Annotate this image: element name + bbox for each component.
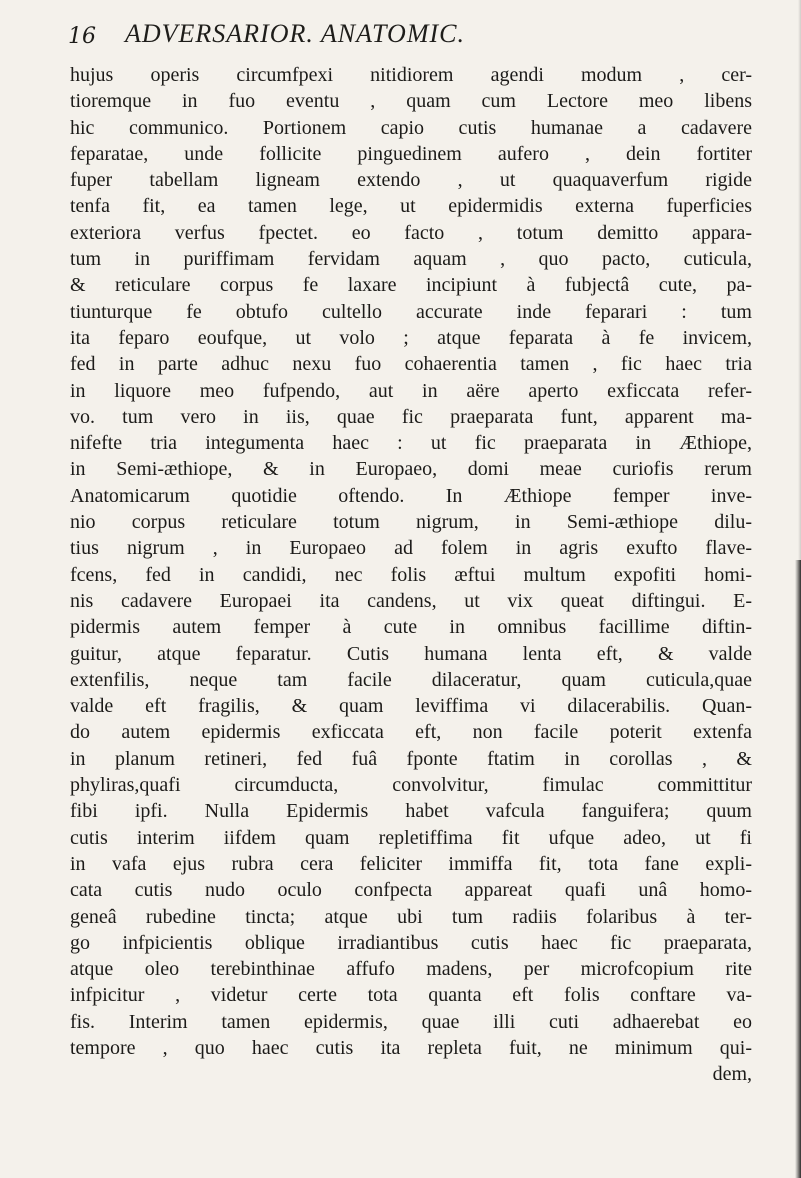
text-line: in Semi-æthiope, & in Europaeo, domi meae curiofis rerum: [70, 458, 752, 481]
text-line: geneâ rubedine tincta; atque ubi tum radiis folaribus à ter-: [70, 905, 752, 928]
text-line: fcens, fed in candidi, nec folis æftui multum expofiti homi-: [70, 563, 752, 586]
text-line: Anatomicarum quotidie oftendo. In Æthiope femper inve-: [70, 484, 752, 507]
text-line: infpicitur , videtur certe tota quanta eft folis conftare va-: [70, 984, 752, 1007]
text-line: go infpicientis oblique irradiantibus cutis haec fic praeparata,: [70, 931, 752, 954]
text-line: tius nigrum , in Europaeo ad folem in agris exufto flave-: [70, 537, 752, 560]
text-line: phyliras,quafi circumducta, convolvitur, fimulac committitur: [70, 774, 752, 797]
text-line: tiunturque fe obtufo cultello accurate inde feparari : tum: [70, 300, 752, 323]
text-line: in planum retineri, fed fuâ fponte ftatim in corollas , &: [70, 747, 752, 770]
text-line: & reticulare corpus fe laxare incipiunt à fubjectâ cute, pa-: [70, 274, 752, 297]
text-line: do autem epidermis exficcata eft, non facile poterit extenfa: [70, 721, 752, 744]
body-text: [70, 62, 752, 1088]
text-line: pidermis autem femper à cute in omnibus facillime diftin-: [70, 616, 752, 639]
text-line: dem,: [712, 1063, 752, 1086]
text-line: feparatae, unde follicite pinguedinem aufero , dein fortiter: [70, 142, 752, 165]
text-line: in liquore meo fufpendo, aut in aëre aperto exficcata refer-: [70, 379, 752, 402]
text-line: hic communico. Portionem capio cutis humanae a cadavere: [70, 116, 752, 139]
text-line: fis. Interim tamen epidermis, quae illi cuti adhaerebat eo: [70, 1010, 752, 1033]
text-line: fed in parte adhuc nexu fuo cohaerentia tamen , fic haec tria: [70, 353, 752, 376]
text-line: cutis interim iifdem quam repletiffima fit ufque adeo, ut fi: [70, 826, 752, 849]
text-line: nio corpus reticulare totum nigrum, in Semi-æthiope dilu-: [70, 511, 752, 534]
text-line: ita feparo eoufque, ut volo ; atque feparata à fe invicem,: [70, 326, 752, 349]
page-edge-shadow: [795, 560, 801, 1178]
text-line: cata cutis nudo oculo confpecta appareat quafi unâ homo-: [70, 879, 752, 902]
text-line: nifefte tria integumenta haec : ut fic praeparata in Æthiope,: [70, 432, 752, 455]
text-line: exteriora verfus fpectet. eo facto , totum demitto appara-: [70, 221, 752, 244]
text-line: tempore , quo haec cutis ita repleta fuit, ne minimum qui-: [70, 1036, 752, 1059]
text-line: hujus operis circumfpexi nitidiorem agendi modum , cer-: [70, 64, 752, 86]
running-head: ADVERSARIOR. ANATOMIC.: [125, 19, 465, 48]
text-line: fibi ipfi. Nulla Epidermis habet vafcula fanguifera; quum: [70, 800, 752, 823]
text-line: fuper tabellam ligneam extendo , ut quaquaverfum rigide: [70, 169, 752, 192]
text-line: guitur, atque feparatur. Cutis humana lenta eft, & valde: [70, 642, 752, 665]
text-line: tioremque in fuo eventu , quam cum Lectore meo libens: [70, 90, 752, 113]
text-line: vo. tum vero in iis, quae fic praeparata funt, apparent ma-: [70, 405, 752, 428]
page-number: 16: [68, 24, 96, 49]
text-line: extenfilis, neque tam facile dilaceratur, quam cuticula,quae: [70, 668, 752, 691]
text-line: valde eft fragilis, & quam leviffima vi dilacerabilis. Quan-: [70, 695, 752, 718]
text-line: nis cadavere Europaei ita candens, ut vix queat diftingui. E-: [70, 589, 752, 612]
text-line: in vafa ejus rubra cera feliciter immiffa fit, tota fane expli-: [70, 852, 752, 875]
text-line: tum in puriffimam fervidam aquam , quo pacto, cuticula,: [70, 248, 752, 271]
text-line: atque oleo terebinthinae affufo madens, per microfcopium rite: [70, 958, 752, 981]
text-line: tenfa fit, ea tamen lege, ut epidermidis externa fuperficies: [70, 195, 752, 218]
